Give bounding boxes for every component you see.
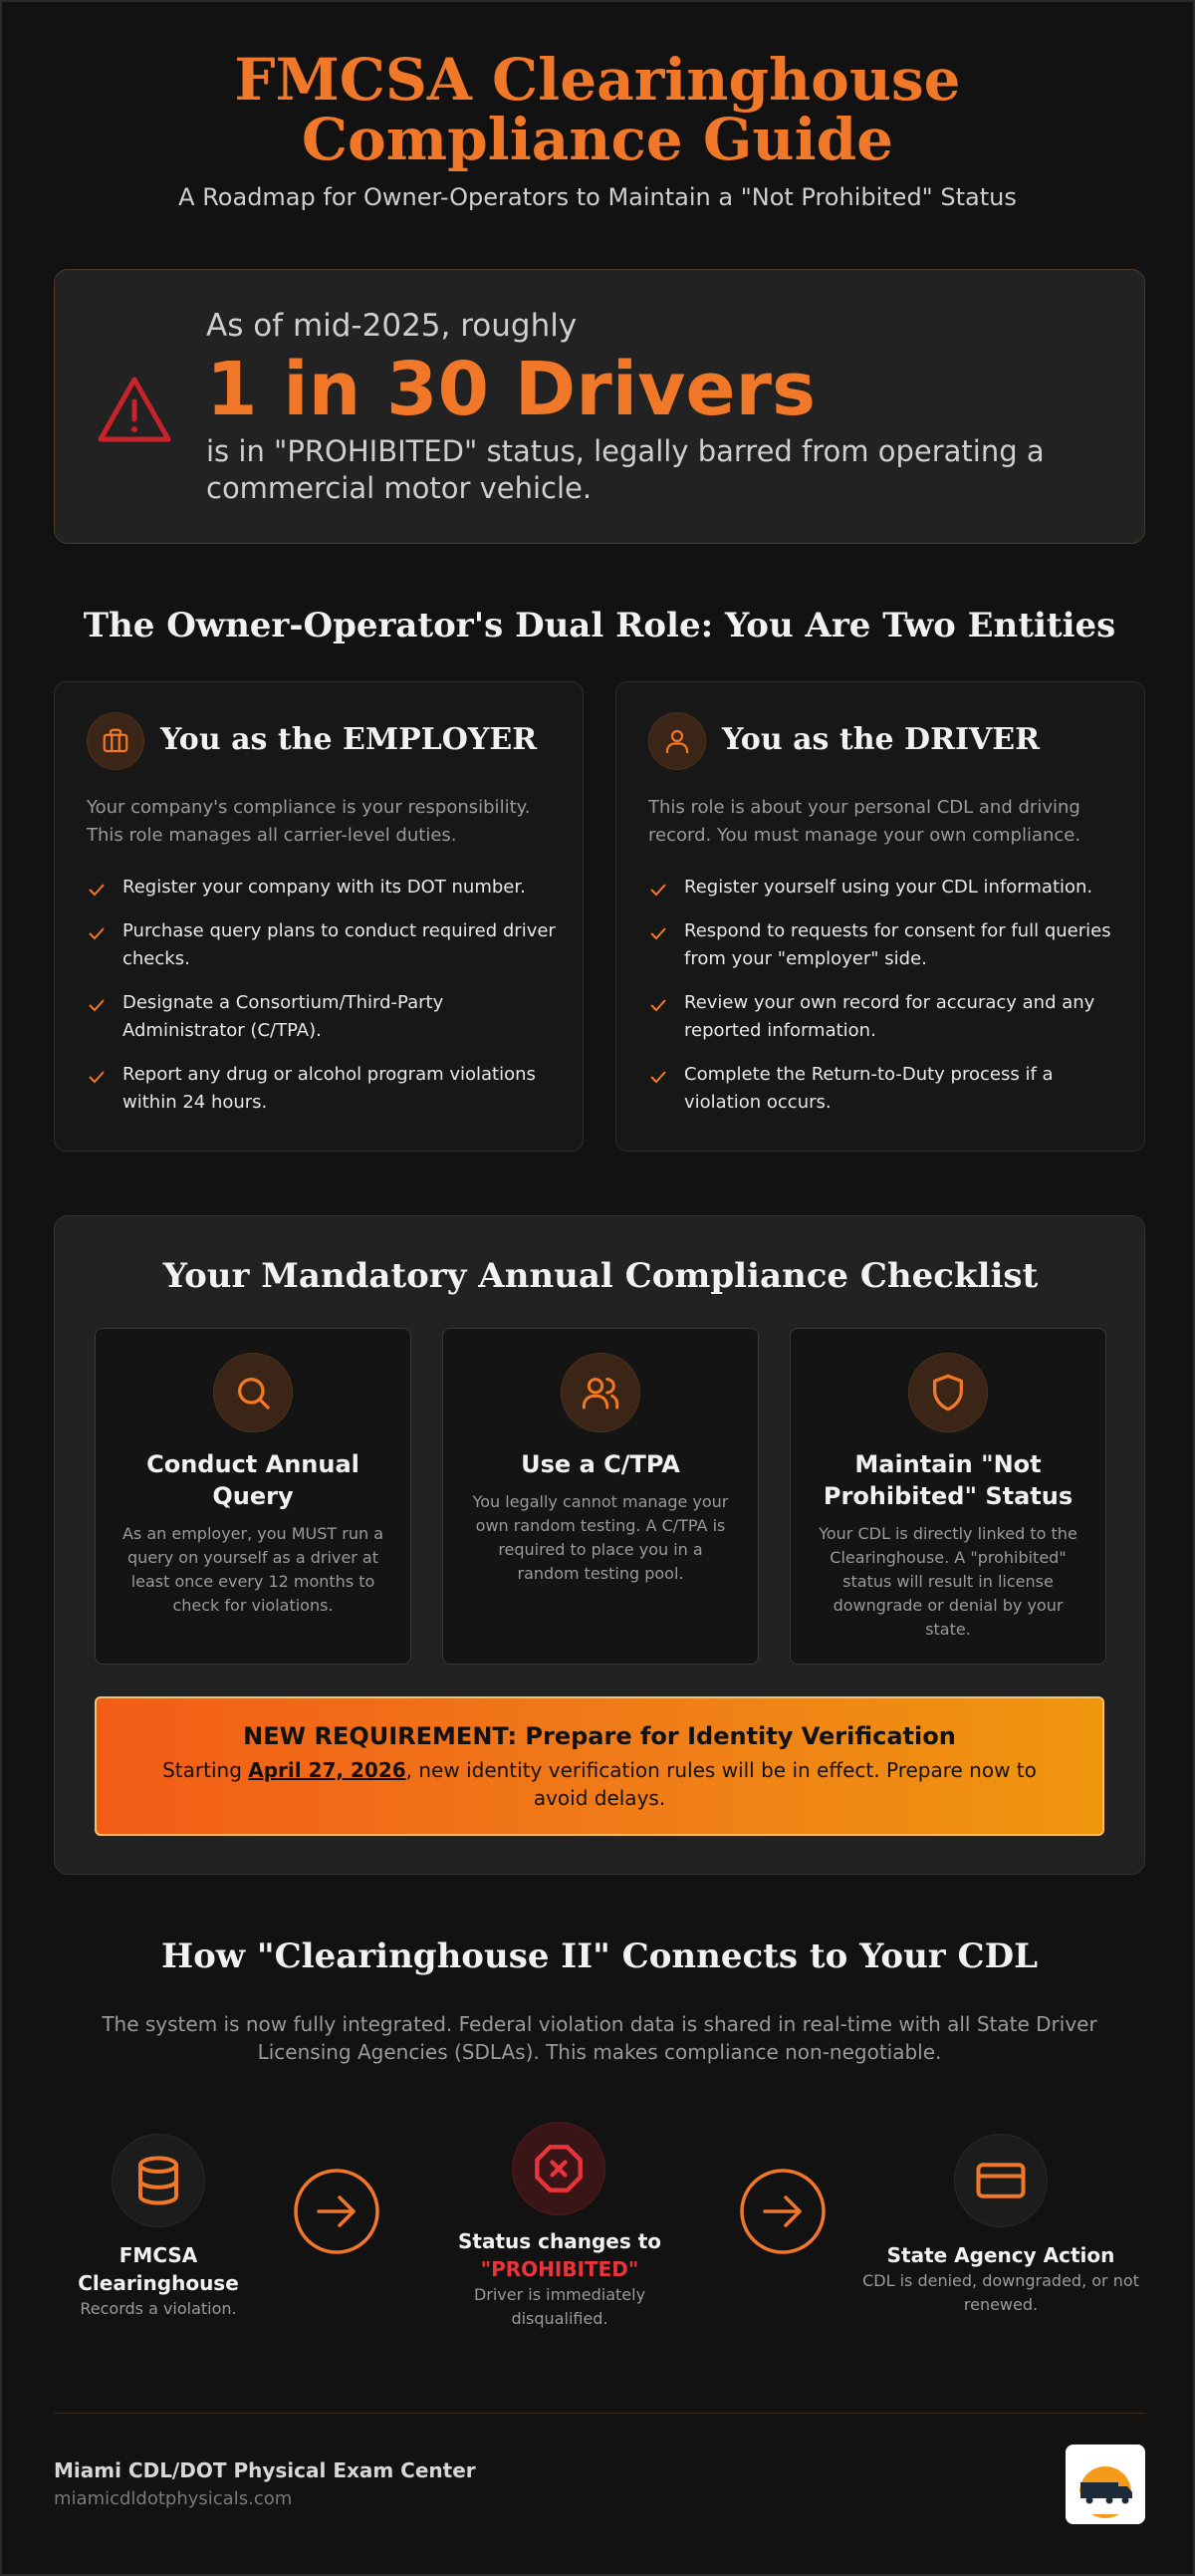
list-item-text: Complete the Return-to-Duty process if a violation occurs. — [684, 1064, 1054, 1113]
stat-headline: 1 in 30 Drivers — [206, 347, 817, 432]
footer-organization: Miami CDL/DOT Physical Exam Center — [54, 2458, 476, 2482]
header — [2, 2, 1193, 211]
employer-card — [54, 681, 584, 1152]
check-icon — [648, 880, 668, 900]
list-item-text: Designate a Consortium/Third-Party Administrator (C/TPA). — [122, 992, 444, 1041]
clearinghouse-description: The system is now fully integrated. Federal violation data is shared in real-time with all State Driver Licensing Agencies (SDLAs). This makes compliance non-negotiable. — [102, 2012, 1097, 2064]
footer-website[interactable]: miamicdldotphysicals.com — [54, 2488, 293, 2509]
employer-description: Your company's compliance is your responsibility. This role manages all carrier-level duties. — [87, 797, 531, 846]
arrow-right-circle-icon — [739, 2168, 827, 2255]
card-title: Maintain "Not Prohibited" Status — [823, 1450, 1074, 1510]
stop-x-icon — [512, 2122, 605, 2215]
employer-title: You as the EMPLOYER — [160, 722, 538, 757]
list-item — [87, 989, 565, 1045]
flow-step-state-agency — [860, 2241, 1141, 2317]
database-icon — [112, 2134, 205, 2227]
list-item-text: Review your own record for accuracy and any reported information. — [684, 992, 1095, 1041]
flow-step-title: Status changes to — [457, 2229, 661, 2253]
search-icon — [213, 1353, 293, 1432]
user-icon — [648, 712, 706, 770]
list-item — [87, 1061, 565, 1117]
flow-step-title: FMCSA Clearinghouse — [78, 2243, 239, 2295]
list-item — [648, 1061, 1126, 1117]
check-icon — [648, 923, 668, 943]
card-description: Your CDL is directly linked to the Clearinghouse. A "prohibited" status will result in license downgrade or denial by your state. — [819, 1524, 1077, 1639]
checklist-card-status — [790, 1328, 1106, 1665]
card-title: Conduct Annual Query — [146, 1450, 359, 1510]
driver-duties-list — [648, 874, 1126, 1133]
checklist-title: Your Mandatory Annual Compliance Checklist — [162, 1256, 1039, 1296]
banner-text — [97, 1756, 1102, 1812]
check-icon — [648, 1067, 668, 1087]
list-item-text: Register your company with its DOT number. — [122, 877, 526, 898]
list-item — [87, 874, 565, 902]
shield-icon — [908, 1353, 988, 1432]
check-icon — [87, 1067, 107, 1087]
checklist-card-query — [95, 1328, 411, 1665]
list-item — [648, 989, 1126, 1045]
driver-title: You as the DRIVER — [722, 722, 1041, 757]
arrow-right-circle-icon — [293, 2168, 380, 2255]
flow-step-subtitle: Driver is immediately disqualified. — [473, 2285, 646, 2328]
flow-step-clearinghouse — [42, 2241, 275, 2321]
employer-duties-list — [87, 874, 565, 1133]
stat-intro: As of mid-2025, roughly — [206, 308, 578, 344]
driver-description: This role is about your personal CDL and driving record. You must manage your own compliance. — [648, 797, 1081, 846]
list-item — [648, 917, 1126, 973]
banner-text-end: , new identity verification rules will be in effect. Prepare now to avoid delays. — [405, 1758, 1037, 1810]
prohibited-status-text: "PROHIBITED" — [480, 2257, 639, 2281]
list-item — [87, 917, 565, 973]
dual-role-title: The Owner-Operator's Dual Role: You Are Two Entities — [83, 606, 1116, 645]
checklist-card-ctpa — [442, 1328, 759, 1665]
card-title: Use a C/TPA — [521, 1450, 680, 1478]
check-icon — [87, 880, 107, 900]
new-requirement-banner — [95, 1696, 1104, 1836]
check-icon — [648, 995, 668, 1015]
list-item-text: Report any drug or alcohol program violations within 24 hours. — [122, 1064, 536, 1113]
flow-step-subtitle: CDL is denied, downgraded, or not renewed. — [862, 2271, 1139, 2314]
check-icon — [87, 923, 107, 943]
banner-text-start: Starting — [162, 1758, 249, 1782]
flow-step-prohibited — [430, 2227, 689, 2331]
list-item-text: Register yourself using your CDL information. — [684, 877, 1093, 898]
briefcase-icon — [87, 712, 144, 770]
list-item-text: Purchase query plans to conduct required driver checks. — [122, 920, 556, 969]
card-description: As an employer, you MUST run a query on yourself as a driver at least once every 12 months to check for violations. — [121, 1524, 384, 1615]
warning-triangle-icon — [95, 374, 174, 445]
flow-step-title: State Agency Action — [886, 2243, 1115, 2267]
checklist-panel — [54, 1215, 1145, 1875]
truck-sunset-logo — [1066, 2445, 1145, 2524]
footer-divider — [54, 2413, 1145, 2414]
list-item — [648, 874, 1126, 902]
clearinghouse-title: How "Clearinghouse II" Connects to Your CDL — [161, 1936, 1038, 1976]
card-icon — [954, 2134, 1048, 2227]
page-subtitle: A Roadmap for Owner-Operators to Maintain a "Not Prohibited" Status — [178, 183, 1017, 211]
driver-card — [615, 681, 1145, 1152]
flow-step-subtitle: Records a violation. — [80, 2299, 237, 2318]
stat-callout — [54, 269, 1145, 544]
check-icon — [87, 995, 107, 1015]
card-description: You legally cannot manage your own random testing. A C/TPA is required to place you in a random testing pool. — [472, 1492, 729, 1583]
page-title: FMCSA Clearinghouse Compliance Guide — [234, 46, 961, 173]
banner-title: NEW REQUIREMENT: Prepare for Identity Verification — [243, 1722, 956, 1750]
banner-date: April 27, 2026 — [248, 1758, 406, 1782]
stat-explanation: is in "PROHIBITED" status, legally barred from operating a commercial motor vehicle. — [206, 434, 1045, 505]
users-icon — [561, 1353, 640, 1432]
list-item-text: Respond to requests for consent for full queries from your "employer" side. — [684, 920, 1111, 969]
